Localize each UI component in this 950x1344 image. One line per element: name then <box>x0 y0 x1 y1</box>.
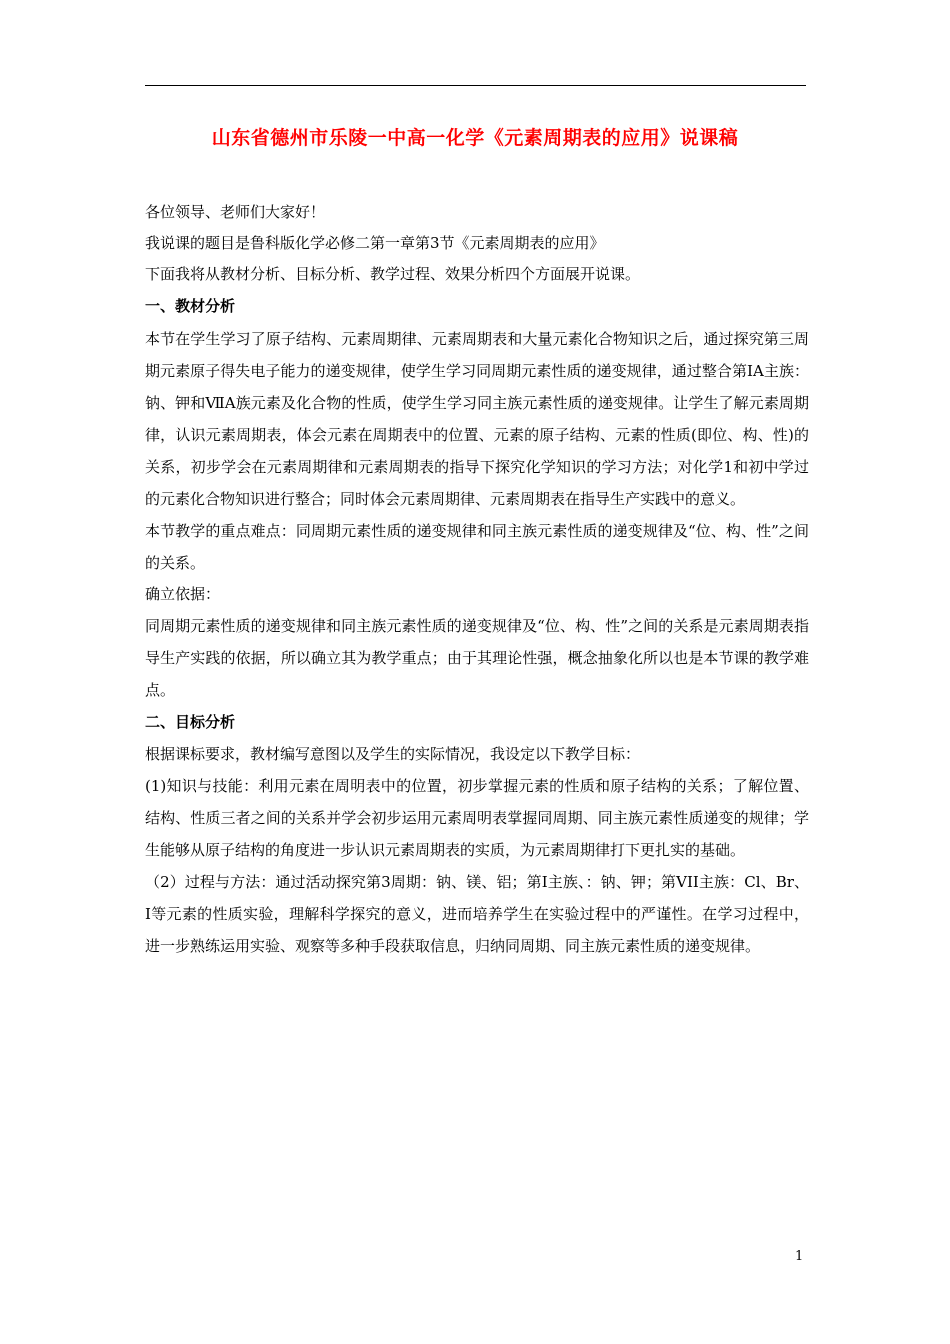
goal-intro: 根据课标要求，教材编写意图以及学生的实际情况，我设定以下教学目标： <box>145 745 641 763</box>
header-rule <box>145 85 806 86</box>
goal-process-methods: （2）过程与方法：通过活动探究第3周期：钠、镁、铝；第Ⅰ主族、：钠、钾；第VII主族：Cl、Br、I等元素的性质实验，理解科学探究的意义，进而培养学生在实验过程中的严谨性。在学习过程中，进一步熟练运用实验、观察等多种手段获取信息，归纳同周期、同主族元素性质的递变规律。 <box>145 873 809 955</box>
section-heading-textbook-analysis: 一、教材分析 <box>145 297 236 315</box>
textbook-analysis-paragraph: 本节在学生学习了原子结构、元素周期律、元素周期表和大量元素化合物知识之后，通过探究第三周期元素原子得失电子能力的递变规律，使学生学习同周期元素性质的递变规律，通过整合第ⅠA主族：钠、钾和ⅦA族元素及化合物的性质，使学生学习同主族元素性质的递变规律。让学生了解元素周期律，认识元素周期表，体会元素在周期表中的位置、元素的原子结构、元素的性质(即位、构、性)的关系，初步学会在元素周期律和元素周期表的指导下探究化学知识的学习方法；对化学1和初中学过的元素化合物知识进行整合；同时体会元素周期律、元素周期表在指导生产实践中的意义。 <box>145 330 809 508</box>
document-body <box>145 197 809 962</box>
intro-topic: 我说课的题目是鲁科版化学必修二第一章第3节《元素周期表的应用》 <box>145 234 605 252</box>
greeting: 各位领导、老师们大家好！ <box>145 203 326 221</box>
page-number: 1 <box>795 1249 804 1264</box>
goal-knowledge-skills: (1)知识与技能：利用元素在周明表中的位置，初步掌握元素的性质和原子结构的关系；了解位置、结构、性质三者之间的关系并学会初步运用元素周明表掌握同周期、同主族元素性质递变的规律；学生能够从原子结构的角度进一步认识元素周期表的实质，为元素周期律打下更扎实的基础。 <box>145 777 809 859</box>
section-heading-goal-analysis: 二、目标分析 <box>145 713 236 731</box>
basis-label: 确立依据： <box>145 585 221 603</box>
basis-paragraph: 同周期元素性质的递变规律和同主族元素性质的递变规律及“位、构、性”之间的关系是元素周期表指导生产实践的依据，所以确立其为教学重点；由于其理论性强，概念抽象化所以也是本节课的教学难点。 <box>145 617 809 699</box>
key-points-paragraph: 本节教学的重点难点：同周期元素性质的递变规律和同主族元素性质的递变规律及“位、构、性”之间的关系。 <box>145 522 809 572</box>
intro-outline: 下面我将从教材分析、目标分析、教学过程、效果分析四个方面展开说课。 <box>145 265 641 283</box>
document-title: 山东省德州市乐陵一中高一化学《元素周期表的应用》说课稿 <box>211 127 739 149</box>
